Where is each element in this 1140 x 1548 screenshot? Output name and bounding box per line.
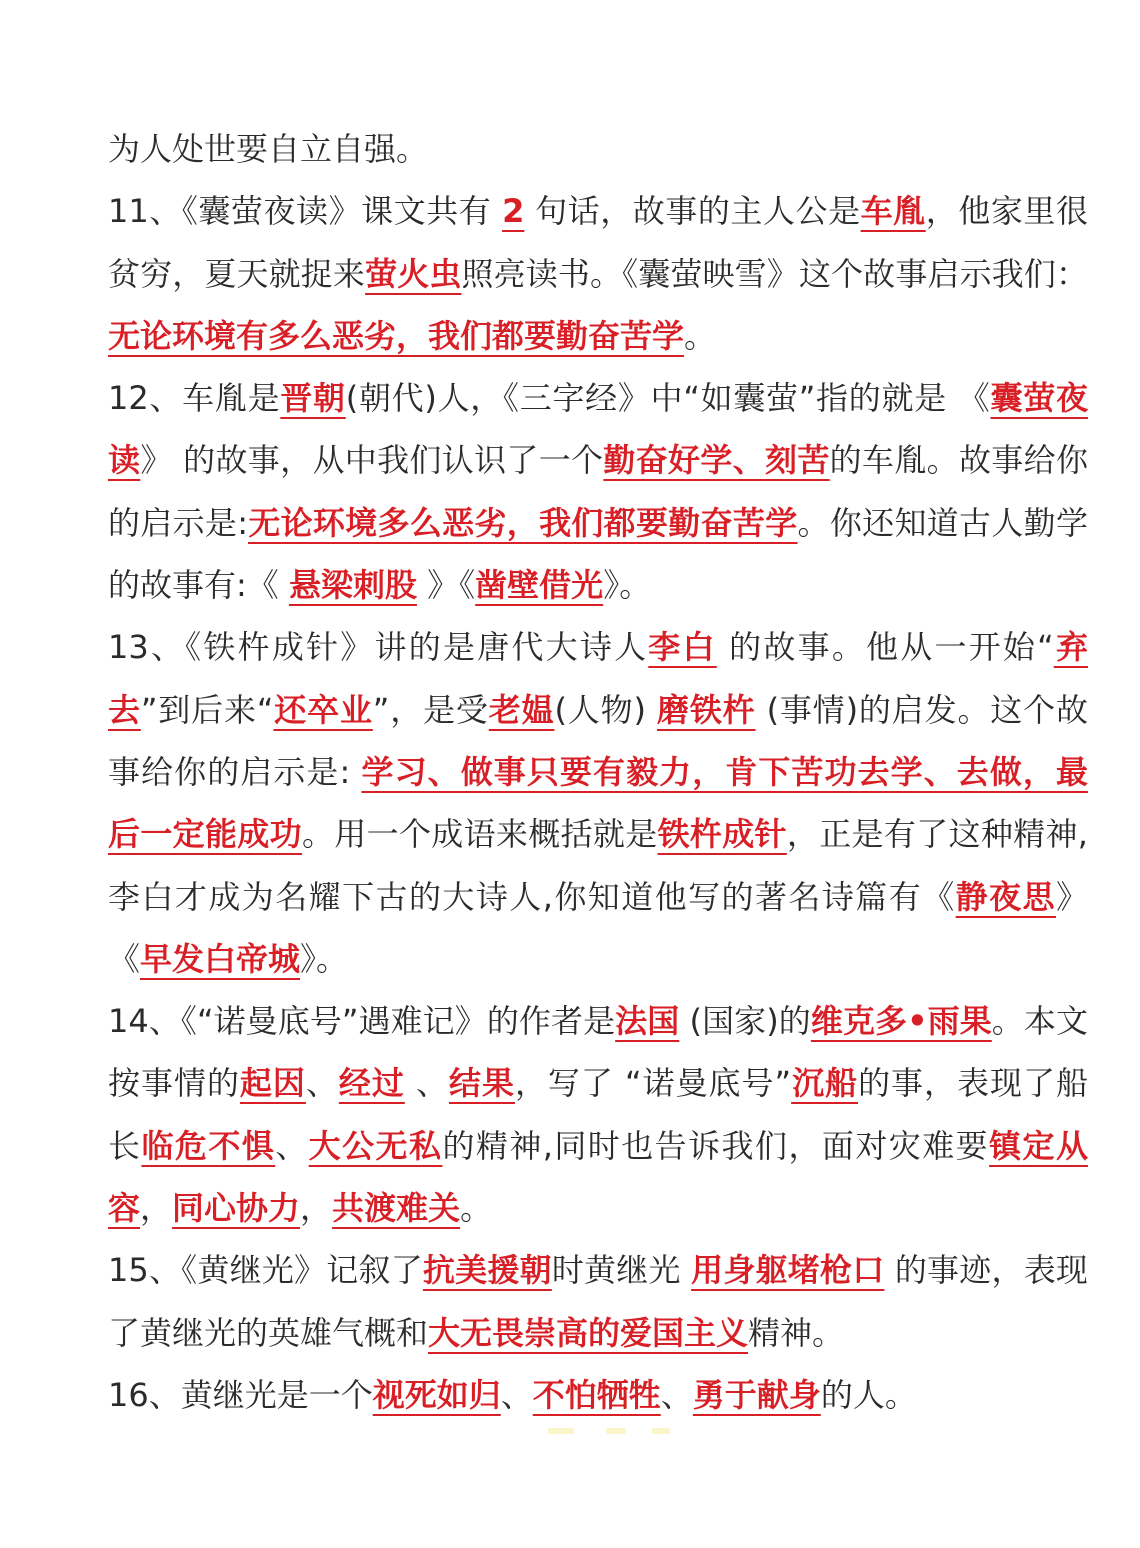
answer-text: 不怕牺牲	[532, 1375, 661, 1414]
body-text: 、	[275, 1126, 309, 1165]
answer-text: 凿壁借光	[475, 566, 604, 605]
body-text: 》。	[300, 939, 349, 978]
answer-text: 勤奋好学、刻苦	[603, 441, 830, 480]
paragraph	[108, 1364, 1088, 1426]
answer-text: 无论环境有多么恶劣，我们都要勤奋苦学	[108, 316, 685, 355]
answer-text: 老媪	[488, 690, 555, 729]
body-text: 。本文按事情的	[108, 1002, 1088, 1103]
answer-text: 学习、做事只要有毅力，肯下苦功去学、去做，最后一定能成功	[108, 752, 1088, 854]
answer-text: 法国	[615, 1002, 680, 1041]
paragraph	[108, 367, 1088, 616]
answer-text: 结果	[448, 1064, 515, 1103]
answer-text: 沉船	[791, 1064, 859, 1103]
body-text: 12、车胤是	[108, 379, 281, 418]
answer-text: 还卒业	[273, 690, 373, 729]
answer-text: 囊萤夜读	[108, 379, 1088, 480]
body-text: ”到后来“	[140, 690, 274, 729]
body-text: 、	[500, 1375, 533, 1414]
paragraph	[108, 1239, 1088, 1364]
answer-text: 起因	[239, 1064, 306, 1103]
body-text: 、	[305, 1064, 339, 1103]
body-text: 的人。	[820, 1375, 917, 1414]
answer-text: 视死如归	[372, 1375, 501, 1414]
scan-mark	[652, 1428, 670, 1434]
body-text: 。	[460, 1189, 493, 1228]
scan-mark	[606, 1428, 626, 1434]
body-text: 15、《黄继光》记叙了	[108, 1251, 423, 1290]
answer-text: 经过	[338, 1064, 405, 1103]
body-text: ，他家里很贫穷，夏天就捉来	[108, 192, 1088, 293]
body-text: 11、《囊萤夜读》课文共有	[108, 192, 503, 231]
paragraph	[108, 180, 1088, 367]
body-text: (朝代)人，《三字经》中“如囊萤”指的就是 《	[345, 379, 991, 418]
body-text: (人物)	[554, 690, 657, 729]
answer-text: 共渡难关	[332, 1189, 461, 1228]
answer-text: 李白	[648, 628, 717, 667]
document-page	[108, 118, 1088, 1426]
body-text: 14、《“诺曼底号”遇难记》的作者是	[108, 1002, 616, 1041]
answer-text: 静夜思	[955, 877, 1056, 916]
answer-text: 镇定从容	[108, 1126, 1088, 1228]
paragraph	[108, 616, 1088, 990]
body-text: ，	[140, 1189, 173, 1228]
answer-text: 悬梁刺股	[288, 566, 417, 605]
body-text: (国家)的	[679, 1002, 811, 1041]
body-text: 的事，表现了船长	[108, 1064, 1088, 1165]
body-text: 》。	[603, 566, 652, 605]
body-text: 时黄继光	[551, 1251, 692, 1290]
answer-text: 临危不惧	[141, 1126, 276, 1165]
answer-text: 无论环境多么恶劣，我们都要勤奋苦学	[248, 503, 798, 542]
body-text: 的车胤。故事给你的启示是:	[108, 441, 1088, 542]
answer-text: 大无畏崇高的爱国主义	[428, 1313, 749, 1352]
body-text: 16、黄继光是一个	[108, 1375, 373, 1414]
answer-text: 车胤	[860, 192, 926, 231]
body-text: 句话，故事的主人公是	[524, 192, 861, 231]
answer-text: 萤火虫	[365, 254, 462, 293]
answer-text: 晋朝	[280, 379, 346, 418]
body-text: 、	[404, 1064, 449, 1103]
answer-text: 大公无私	[308, 1126, 443, 1165]
paragraph	[108, 990, 1088, 1239]
answer-text: 维克多•雨果	[810, 1002, 992, 1041]
answer-text: 勇于献身	[692, 1375, 821, 1414]
answer-text: 磨铁杵	[657, 690, 756, 729]
body-text: ，	[300, 1189, 333, 1228]
body-text: 。你还知道古人勤学的故事有:《	[108, 503, 1088, 605]
scan-mark	[548, 1428, 574, 1434]
body-text: 13、《铁杵成针》讲的是唐代大诗人	[108, 628, 649, 667]
answer-text: 同心协力	[172, 1189, 301, 1228]
body-text: 。用一个成语来概括就是	[301, 815, 658, 854]
body-text: 》《	[416, 566, 476, 605]
body-text: 为人处世要自立自强。	[108, 130, 429, 168]
body-text: ，写了 “诺曼底号”	[514, 1064, 792, 1103]
body-text: 。	[684, 316, 717, 355]
body-text: ，正是有了这种精神,李白才成为名耀下古的大诗人,你知道他写的著名诗篇有《	[108, 815, 1088, 916]
body-text: ”，是受	[372, 690, 489, 729]
body-text: 照亮读书。《囊萤映雪》这个故事启示我们：	[461, 254, 1088, 293]
body-text: (事情)的启发。这个故事给你的启示是:	[108, 690, 1088, 791]
body-text: 的故事。他从一开始“	[716, 628, 1054, 667]
body-text: 、	[660, 1375, 693, 1414]
answer-text: 早发白帝城	[140, 939, 301, 978]
answer-text: 铁杵成针	[657, 815, 787, 854]
body-text: 的精神,同时也告诉我们，面对灾难要	[442, 1126, 990, 1165]
answer-text: 弃去	[108, 628, 1088, 729]
body-text: 》 的故事，从中我们认识了一个	[140, 441, 604, 480]
body-text: 》《	[108, 877, 1088, 978]
answer-text: 用身躯堵枪口	[691, 1251, 885, 1290]
answer-text: 抗美援朝	[422, 1251, 552, 1290]
paragraph	[108, 118, 1088, 180]
body-text: 的事迹，表现了黄继光的英雄气概和	[108, 1251, 1088, 1352]
answer-text: 2	[502, 192, 525, 231]
body-text: 精神。	[748, 1313, 845, 1352]
